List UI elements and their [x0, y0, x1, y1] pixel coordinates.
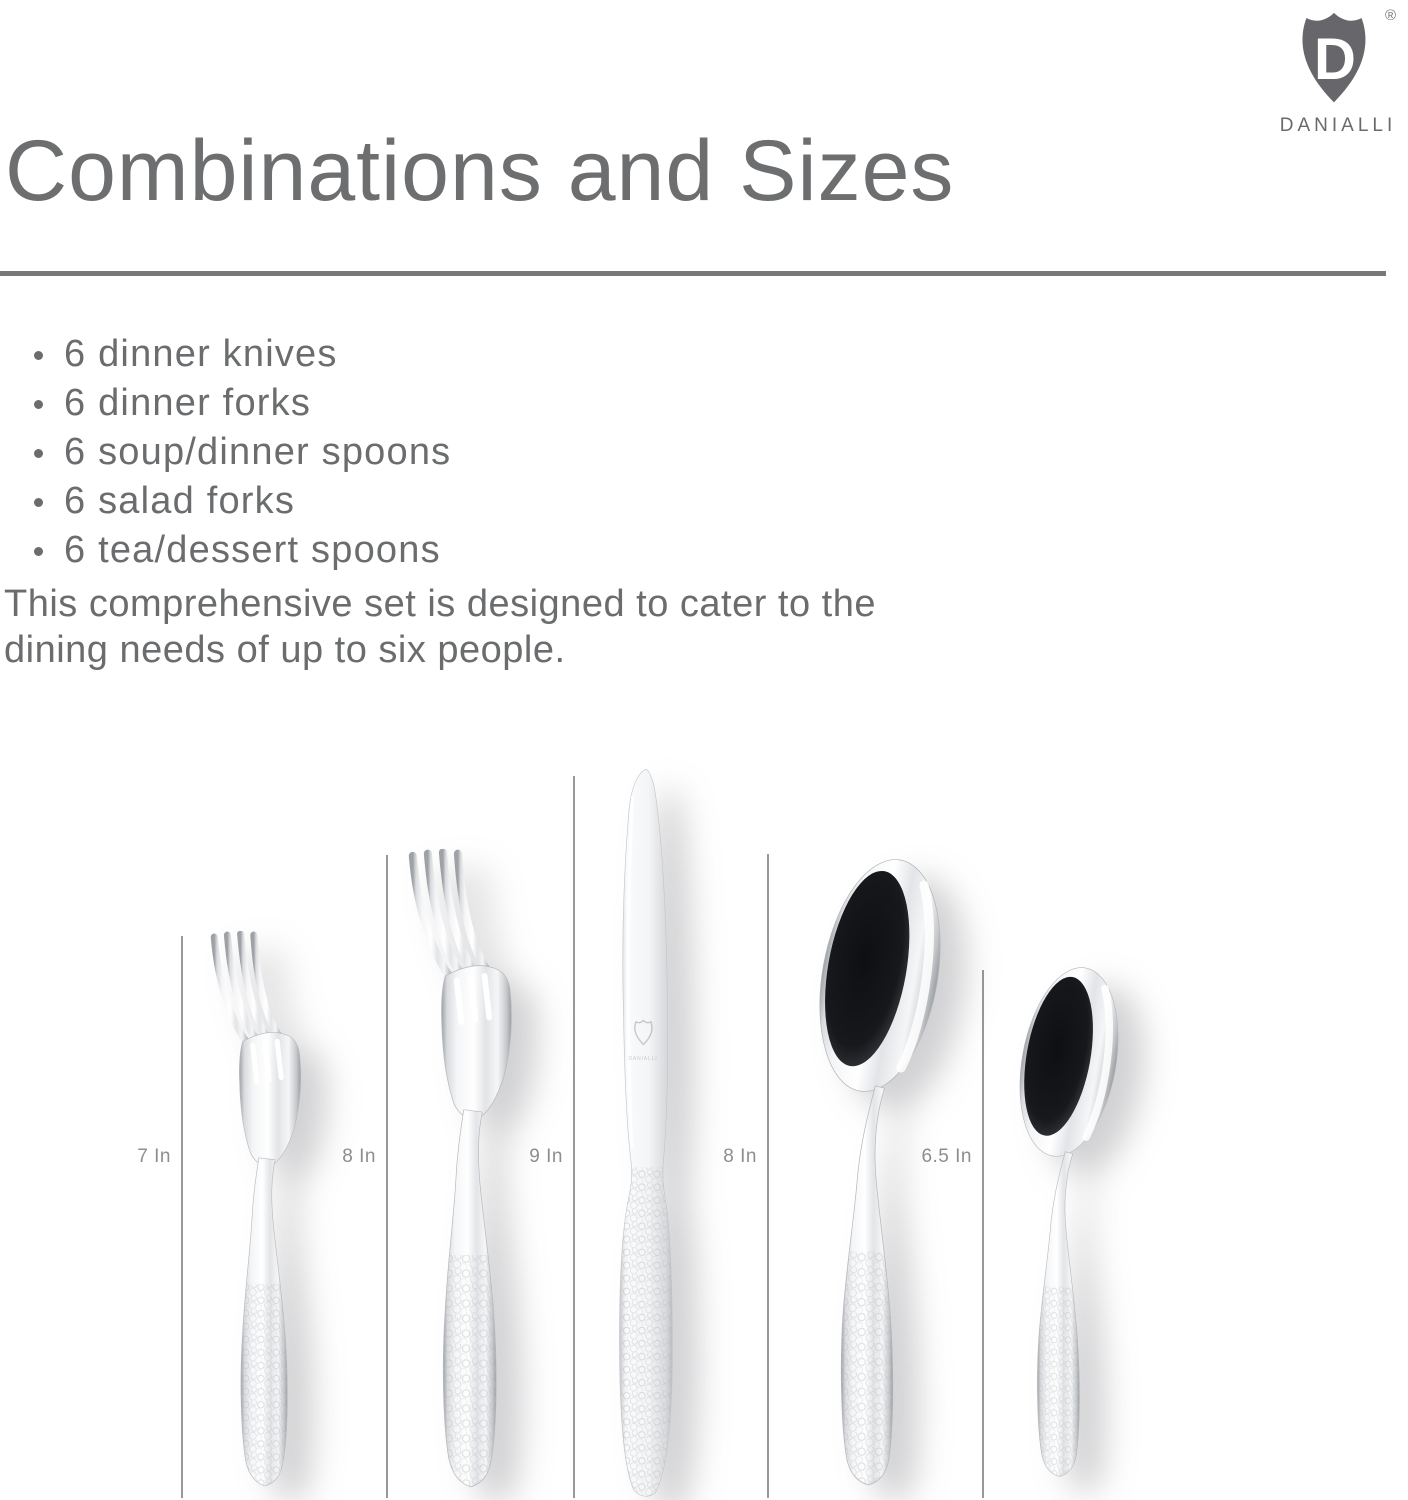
list-item-label: 6 dinner forks — [64, 382, 312, 424]
bullet-icon — [34, 449, 43, 458]
bullet-icon — [34, 547, 43, 556]
tea-spoon-image — [994, 959, 1144, 1483]
list-item-label: 6 dinner knives — [64, 333, 338, 375]
page-title: Combinations and Sizes — [5, 123, 955, 219]
measure-line-soup-spoon — [767, 854, 769, 1498]
list-item — [30, 477, 451, 526]
logo-letter: D — [1314, 27, 1356, 92]
size-label-soup-spoon: 8 In — [723, 1146, 757, 1167]
list-item — [30, 379, 451, 428]
bullet-icon — [34, 498, 43, 507]
title-divider — [0, 271, 1386, 276]
bullet-icon — [34, 400, 43, 409]
description-line: This comprehensive set is designed to cater to the — [4, 583, 877, 625]
measure-line-dinner-fork — [386, 855, 388, 1498]
size-label-dinner-fork: 8 In — [342, 1146, 376, 1167]
size-label-tea-spoon: 6.5 In — [921, 1146, 972, 1167]
soup-spoon-image — [788, 849, 972, 1493]
list-item — [30, 428, 451, 477]
description — [4, 581, 876, 673]
set-contents-list — [30, 330, 451, 575]
size-label-dinner-knife: 9 In — [529, 1146, 563, 1167]
size-label-salad-fork: 7 In — [137, 1146, 171, 1167]
measure-line-salad-fork — [181, 936, 183, 1498]
knife-engraving-text: DANIALLI — [628, 1055, 658, 1062]
list-item-label: 6 tea/dessert spoons — [64, 529, 441, 571]
brand-name: DANIALLI — [1279, 115, 1397, 136]
list-item — [30, 526, 451, 575]
registered-mark: ® — [1385, 7, 1397, 24]
list-item — [30, 330, 451, 379]
dinner-fork-image — [392, 849, 554, 1495]
list-item-label: 6 soup/dinner spoons — [64, 431, 452, 473]
measure-line-dinner-knife — [573, 776, 575, 1498]
salad-fork-image — [196, 931, 338, 1493]
list-item-label: 6 salad forks — [64, 480, 296, 522]
bullet-icon — [34, 351, 43, 360]
description-line: dining needs of up to six people. — [4, 629, 566, 671]
brand-logo — [1248, 2, 1408, 142]
measure-line-tea-spoon — [982, 970, 984, 1498]
dinner-knife-image — [592, 766, 704, 1500]
